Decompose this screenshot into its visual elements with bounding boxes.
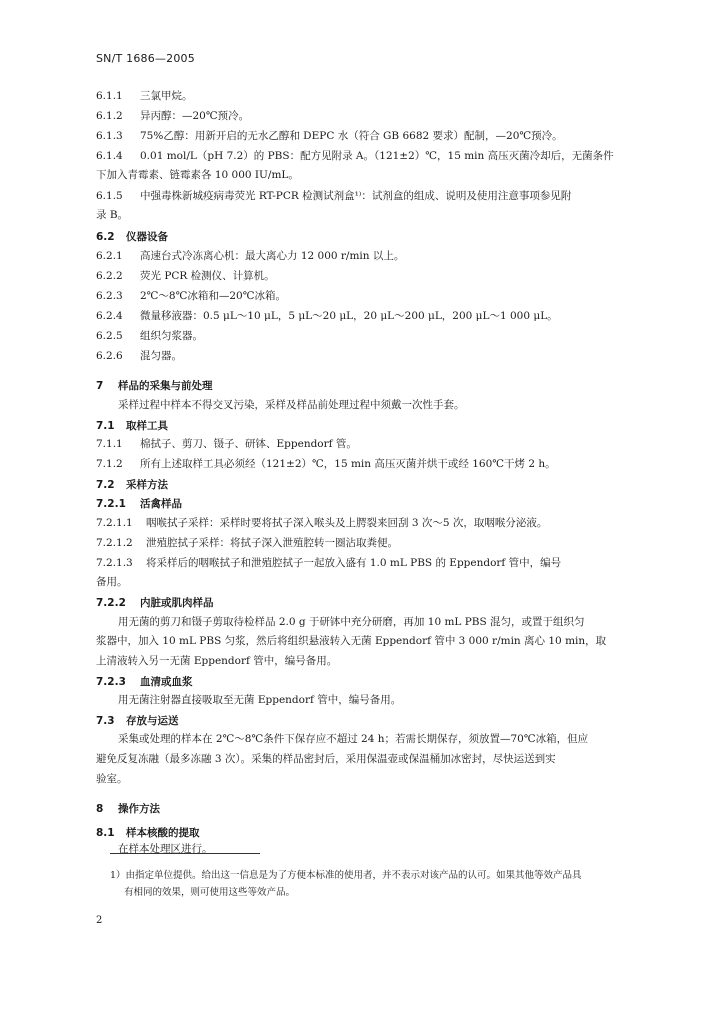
section-7-2-1-heading: [96, 496, 182, 511]
section-number: 7.2: [96, 479, 115, 491]
item-text: 棉拭子、剪刀、镊子、研钵、Eppendorf 管。: [140, 438, 357, 450]
item-6-1-1: [96, 89, 193, 103]
footnote-separator: [110, 853, 260, 854]
section-number: 8.1: [96, 827, 115, 839]
item-number: 6.1.4: [96, 150, 123, 162]
item-text: 75%乙醇：用新开启的无水乙醇和 DEPC 水（符合 GB 6682 要求）配制，—20℃预冷。: [140, 130, 563, 142]
item-6-1-3: [96, 129, 563, 143]
standard-header: SN/T 1686—2005: [96, 52, 195, 65]
section-number: 7.2.2: [96, 597, 126, 609]
section-7-2-2-heading: [96, 595, 214, 610]
item-6-2-1: [96, 249, 404, 263]
item-number: 6.2.6: [96, 350, 123, 362]
item-number: 6.2.5: [96, 330, 123, 342]
item-text: 2℃～8℃冰箱和—20℃冰箱。: [140, 290, 286, 302]
section-title: 取样工具: [126, 420, 168, 432]
item-6-1-5: [96, 189, 571, 203]
item-number: 6.1.5: [96, 190, 123, 202]
section-number: 7.2.1: [96, 498, 126, 510]
section-7-2-2-paragraph-line2: 浆器中，加入 10 mL PBS 匀浆，然后将组织悬液转入无菌 Eppendorf 管中 3 000 r/min 离心 10 min，取: [96, 635, 607, 647]
section-7-2-3-heading: [96, 674, 193, 689]
section-number: 6.2: [96, 231, 115, 243]
item-text: 泄殖腔拭子采样：将拭子深入泄殖腔转一圈沾取粪便。: [146, 537, 398, 549]
section-7-heading: [96, 378, 213, 393]
section-title: 仪器设备: [126, 231, 168, 243]
item-7-2-1-3-continued: 备用。: [96, 576, 128, 588]
section-title: 内脏或肌肉样品: [140, 597, 214, 609]
section-number: 7.3: [96, 715, 115, 727]
item-7-2-1-3: [96, 556, 561, 570]
section-number: 7: [96, 380, 104, 392]
section-7-3-paragraph-line1: 采集或处理的样本在 2℃～8℃条件下保存应不超过 24 h；若需长期保存，须放置—70℃冰箱，但应: [118, 733, 589, 745]
item-text: 中强毒株新城疫病毒荧光 RT-PCR 检测试剂盒¹⁾：试剂盒的组成、说明及使用注意事项参见附: [140, 190, 572, 202]
section-title: 血清或血浆: [140, 676, 193, 688]
item-6-2-3: [96, 289, 286, 303]
section-number: 7.2.3: [96, 676, 126, 688]
item-number: 7.2.1.2: [96, 537, 133, 549]
section-8-1-heading: [96, 825, 200, 840]
section-7-3-paragraph-line3: 验室。: [96, 773, 128, 785]
section-7-2-2-paragraph-line3: 上清液转入另一无菌 Eppendorf 管中，编号备用。: [96, 655, 338, 667]
section-7-3-paragraph-line2: 避免反复冻融（最多冻融 3 次）。采集的样品密封后，采用保温壶或保温桶加冰密封，尽快运送到实: [96, 753, 556, 765]
item-number: 6.2.1: [96, 250, 123, 262]
section-title: 样品的采集与前处理: [118, 380, 213, 392]
item-6-1-4-continued: 下加入青霉素、链霉素各 10 000 IU/mL。: [96, 169, 299, 181]
footnote-line2: 有相同的效果，则可使用这些等效产品。: [124, 887, 296, 898]
item-text: 异丙醇：—20℃预冷。: [140, 110, 250, 122]
item-text: 0.01 mol/L（pH 7.2）的 PBS：配方见附录 A。（121±2）℃，15 min 高压灭菌冷却后，无菌条件: [140, 150, 614, 162]
item-text: 荧光 PCR 检测仪、计算机。: [140, 270, 275, 282]
item-number: 6.2.4: [96, 310, 123, 322]
item-text: 组织匀浆器。: [140, 330, 203, 342]
section-6-2-heading: [96, 229, 168, 244]
page-number: 2: [96, 915, 103, 926]
item-6-2-6: [96, 349, 182, 363]
section-7-2-2-paragraph-line1: 用无菌的剪刀和镊子剪取待检样品 2.0 g 于研钵中充分研磨，再加 10 mL PBS 混匀，或置于组织匀: [118, 616, 585, 628]
footnote-line1: 1）由指定单位提供。给出这一信息是为了方便本标准的使用者，并不表示对该产品的认可。如果其他等效产品具: [110, 870, 582, 881]
item-number: 7.1.1: [96, 438, 123, 450]
item-7-1-2: [96, 457, 556, 471]
item-6-2-4: [96, 309, 558, 323]
section-title: 操作方法: [118, 803, 160, 815]
item-text: 高速台式冷冻离心机：最大离心力 12 000 r/min 以上。: [140, 250, 405, 262]
item-text: 所有上述取样工具必须经（121±2）℃，15 min 高压灭菌并烘干或经 160℃干烤 2 h。: [140, 458, 556, 470]
section-8-1-paragraph: 在样本处理区进行。: [118, 843, 213, 855]
item-6-2-2: [96, 269, 275, 283]
item-text: 三氯甲烷。: [140, 90, 193, 102]
item-text: 咽喉拭子采样：采样时要将拭子深入喉头及上腭裂来回刮 3 次～5 次，取咽喉分泌液。: [146, 517, 548, 529]
section-8-heading: [96, 801, 160, 816]
section-title: 活禽样品: [140, 498, 182, 510]
section-title: 样本核酸的提取: [126, 827, 200, 839]
item-text: 微量移液器：0.5 μL～10 μL，5 μL～20 μL，20 μL～200 μL，200 μL～1 000 μL。: [140, 310, 558, 322]
section-7-1-heading: [96, 418, 168, 433]
item-number: 7.1.2: [96, 458, 123, 470]
section-number: 8: [96, 803, 104, 815]
section-7-paragraph: 采样过程中样本不得交叉污染，采样及样品前处理过程中须戴一次性手套。: [118, 399, 465, 411]
section-title: 采样方法: [126, 479, 168, 491]
item-text: 混匀器。: [140, 350, 182, 362]
item-7-1-1: [96, 437, 357, 451]
item-number: 6.2.3: [96, 290, 123, 302]
section-7-2-3-paragraph: 用无菌注射器直接吸取至无菌 Eppendorf 管中，编号备用。: [118, 694, 402, 706]
item-6-2-5: [96, 329, 203, 343]
item-number: 6.1.2: [96, 110, 123, 122]
item-6-1-5-continued: 录 B。: [96, 209, 129, 221]
item-6-1-4: [96, 149, 614, 163]
item-6-1-2: [96, 109, 249, 123]
item-number: 7.2.1.1: [96, 517, 133, 529]
item-number: 6.1.3: [96, 130, 123, 142]
section-number: 7.1: [96, 420, 115, 432]
section-7-2-heading: [96, 477, 168, 492]
item-7-2-1-1: [96, 516, 547, 530]
item-number: 6.2.2: [96, 270, 123, 282]
section-7-3-heading: [96, 713, 179, 728]
section-title: 存放与运送: [126, 715, 179, 727]
item-number: 6.1.1: [96, 90, 123, 102]
item-7-2-1-2: [96, 536, 398, 550]
item-text: 将采样后的咽喉拭子和泄殖腔拭子一起放入盛有 1.0 mL PBS 的 Eppendorf 管中，编号: [146, 557, 562, 569]
item-number: 7.2.1.3: [96, 557, 133, 569]
